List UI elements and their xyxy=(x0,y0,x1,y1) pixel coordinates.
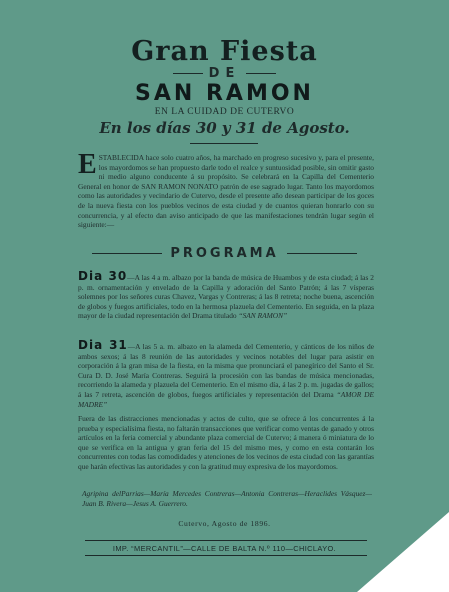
closing-paragraph: Fuera de las distracciones mencionadas y actos de culto, que se ofrece á los concurrentes á la prueba y especialísima fiesta, no faltarán transacciones que verificar como ventas de ganado y otros artículos en la feria comercial y abundante plaza comercial de Cutervo; á manera ó miniatura de lo que se verifica en la antigua y gran feria del 15 del mismo mes, y como en esta contarán los concurrentes con todas las comodidades y atenciones de los vecinos de esta ciudad con las garantías que harán efectivas las autoridades y con la gratitud muy expresiva de los mayordomos. xyxy=(78,414,374,471)
programa-text: PROGRAMA xyxy=(170,246,279,261)
dates-line: En los días 30 y 31 de Agosto. xyxy=(99,119,350,137)
ornament-rule xyxy=(190,143,258,144)
programa-right-rule xyxy=(287,253,357,254)
location-line: EN LA CUIDAD DE CUTERVO xyxy=(154,107,295,117)
programa-heading xyxy=(0,246,449,261)
day-31-drama: “AMOR DE MADRE” xyxy=(78,389,374,409)
intro-paragraph xyxy=(78,149,374,230)
day-30-drama: “SAN RAMON” xyxy=(238,311,288,321)
poster-title: Gran Fiesta xyxy=(131,36,318,67)
place-date: Cutervo, Agosto de 1896. xyxy=(178,519,271,528)
de-right-rule xyxy=(246,73,276,74)
saint-name: SAN RAMON xyxy=(135,81,314,106)
de-left-rule xyxy=(173,73,203,74)
day-31-label: Dia 31 xyxy=(78,338,128,352)
drop-cap: E xyxy=(78,149,97,180)
bottom-rule-bottom xyxy=(85,555,367,556)
day-30-label: Dia 30 xyxy=(78,269,128,283)
signatories: Agripina delParrias—María Mercedes Contreras—Antonia Contreras—Heraclides Vásquez—Juan B. Rivera—Jesus A. Guerrero. xyxy=(82,489,372,508)
bottom-rule-top xyxy=(85,540,367,541)
day-31-text: —A las 5 a. m. albazo en la alameda del Cementerio, y cánticos de los niños de ambos sexos; á las 8 reunión de las autoridades y vecinos notables del lugar para asistir en corporación á la gran misa de la fiesta, en la misma que pronunciará el panegírico del Santo el Sr. Cura D. D. José María Contreras. Seguirá la procesión con las bandas de música mencionadas, recorriendo la alameda y plazuela del Cementerio. En el mismo día, á las 2 p. m. jugadas de gallos; á las 7 retreta, ascención de globos, fuegos artificiales y representación del Drama xyxy=(78,342,374,399)
day-30-paragraph xyxy=(78,269,374,321)
programa-left-rule xyxy=(92,253,162,254)
printer-line: IMP. “MERCANTIL”—CALLE DE BALTA N.º 110—CHICLAYO. xyxy=(112,544,337,553)
day-30-text: —A las 4 a m. albazo por la banda de música de Huambos y de esta ciudad; á las 2 p. m. ornamentación y envelado de la Capilla y adoración del Santo Patrón; á las 7 vísperas solemnes por los señores curas Chavez, Vargas y Contreras; á las 8 retreta; noche buena, ascención de globos y fuegos artificiales, todo en la hermosa plazuela del Cementerio. En seguida, en la plaza mayor de la ciudad representación del Drama titulado xyxy=(78,273,374,321)
day-31-paragraph xyxy=(78,338,374,409)
intro-text: STABLECIDA hace solo cuatro años, ha marchado en progreso sucesivo y, para el presente, los mayordomos se han propuesto darle todo el realce y suntuosidad posible, sin omitir gasto ni medio alguno conducente á su propósito. Se celebrará en la Capilla del Cementerio General en honor de SAN RAMON NONATO patrón de ese sagrado lugar. Tanto los mayordomos como las autoridades y vecindario de Cutervo, desde el presente año desean participar de los goces de la nueva fiesta con los pueblos vecinos de esta ciudad y de cuantos quieran honrarlo con su concurrencia, y al efecto dan aviso anticipado de que las manifestaciones tendrán lugar según el siguiente:— xyxy=(78,153,374,230)
de-line xyxy=(0,66,449,81)
de-text: DE xyxy=(208,66,241,81)
torn-corner xyxy=(357,512,449,592)
